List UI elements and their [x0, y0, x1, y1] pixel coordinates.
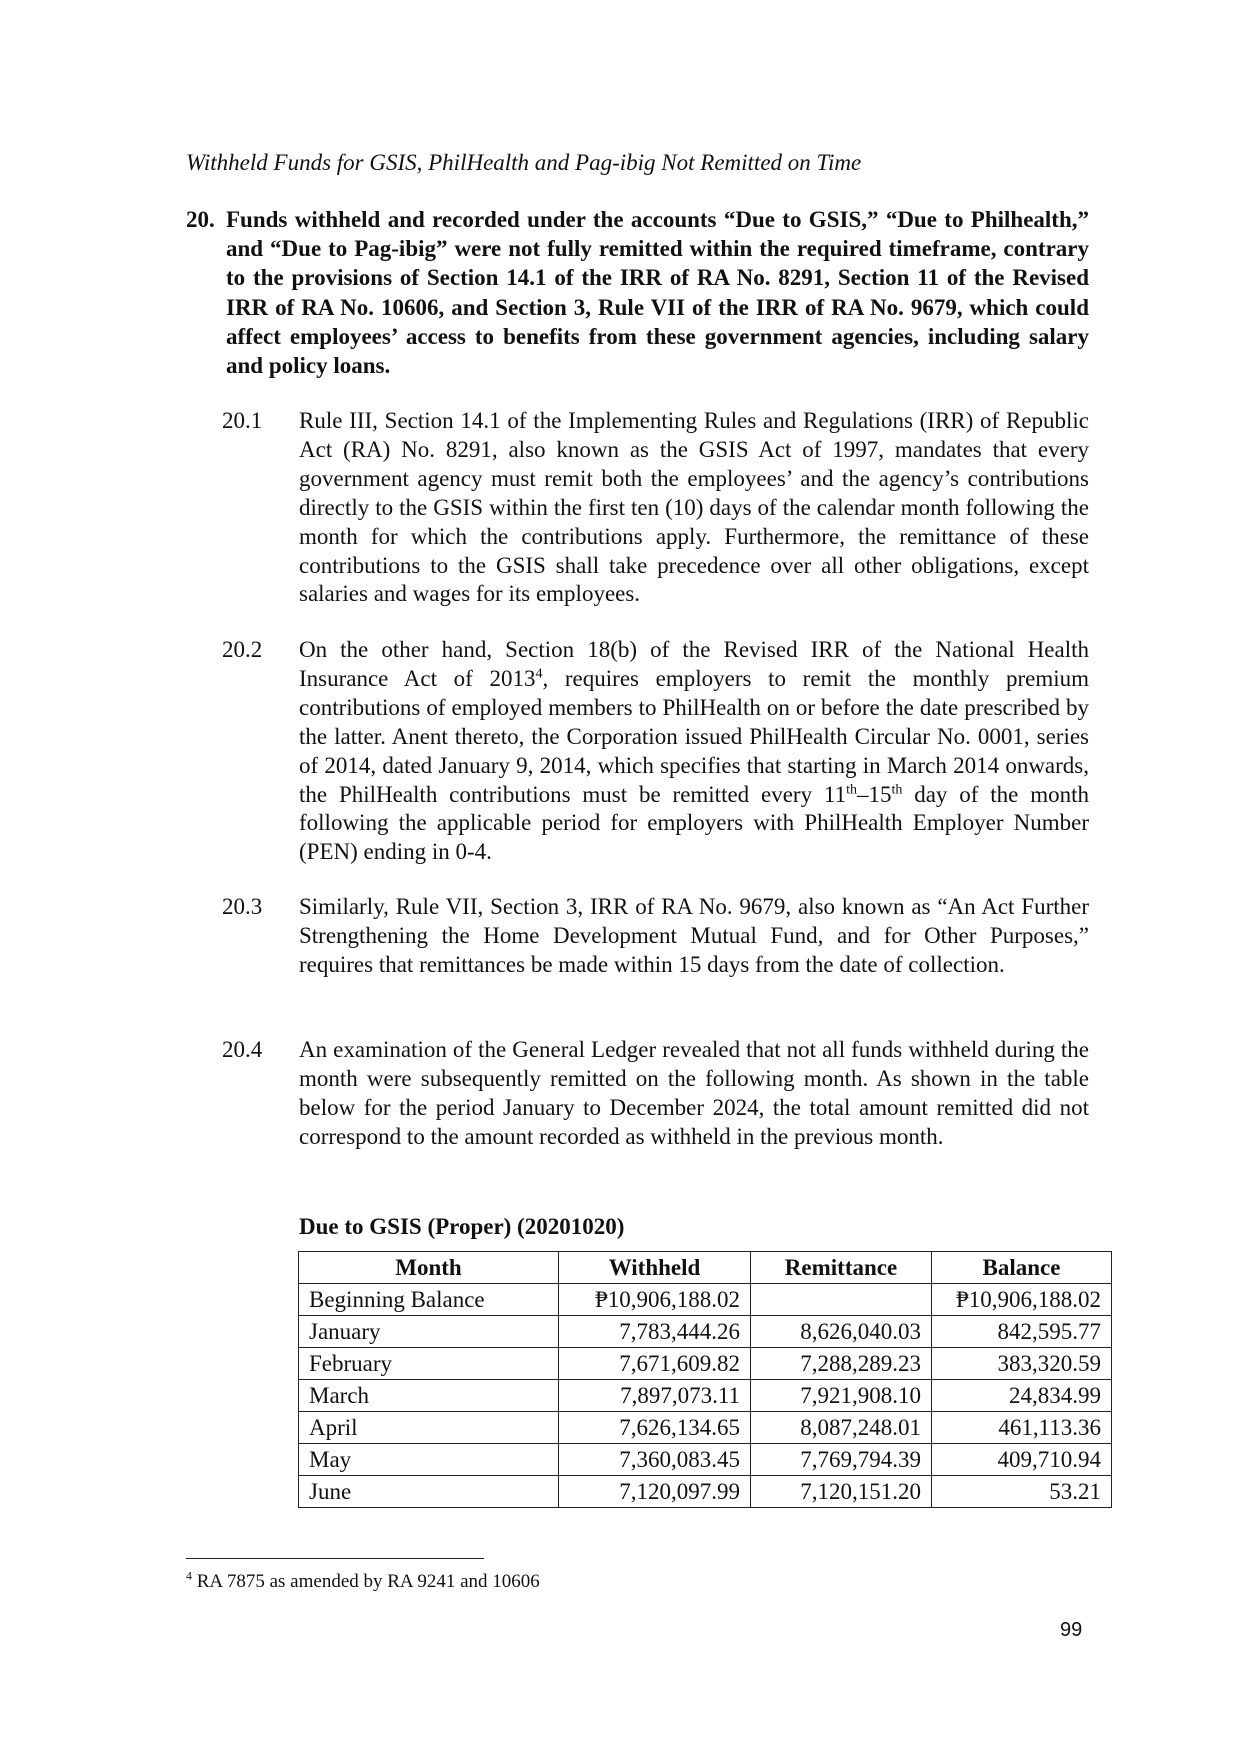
paragraph-number: 20.2	[222, 637, 263, 662]
footnote-text: RA 7875 as amended by RA 9241 and 10606	[192, 1571, 540, 1592]
cell-remittance: 7,120,151.20	[751, 1476, 932, 1508]
footnote	[186, 1570, 540, 1594]
cell-balance: 842,595.77	[932, 1316, 1112, 1348]
paragraph-text: An examination of the General Ledger revealed that not all funds withheld during the month were subsequently remitted on the following month. As shown in the table below for the period January to December 2024, the total amount remitted did not correspond to the amount recorded as withheld in the previous month.	[299, 1037, 1089, 1149]
footnote-marker: 4	[186, 1568, 192, 1583]
table-row	[299, 1476, 1112, 1508]
table-row	[299, 1380, 1112, 1412]
paragraph-20-3	[222, 893, 1089, 980]
cell-withheld: 7,897,073.11	[559, 1380, 751, 1412]
paragraph-20-2	[222, 636, 1089, 867]
table-header-row	[299, 1252, 1112, 1284]
cell-remittance: 7,769,794.39	[751, 1444, 932, 1476]
cell-remittance	[751, 1284, 932, 1316]
cell-balance: ₱10,906,188.02	[932, 1284, 1112, 1316]
ordinal-suffix: th	[846, 781, 857, 797]
page-number: 99	[1060, 1619, 1083, 1641]
finding-number: 20.	[186, 207, 215, 232]
cell-withheld: 7,671,609.82	[559, 1348, 751, 1380]
cell-month: April	[299, 1412, 559, 1444]
paragraph-text: Similarly, Rule VII, Section 3, IRR of RA No. 9679, also known as “An Act Further Strengthening the Home Development Mutual Fund, and for Other Purposes,” requires that remittances be made within 15 days from the date of collection.	[299, 894, 1089, 977]
table-row	[299, 1348, 1112, 1380]
finding-20	[186, 205, 1089, 380]
paragraph-text-part: On the other hand, Section 18(b) of the Revised IRR of the National Health Insurance Act of 2013	[299, 637, 1089, 691]
cell-remittance: 8,626,040.03	[751, 1316, 932, 1348]
footnote-reference: 4	[535, 666, 543, 682]
section-heading: Withheld Funds for GSIS, PhilHealth and Pag-ibig Not Remitted on Time	[186, 150, 862, 175]
paragraph-20-1	[222, 407, 1089, 609]
footnote-divider	[186, 1558, 484, 1559]
cell-balance: 409,710.94	[932, 1444, 1112, 1476]
cell-withheld: 7,626,134.65	[559, 1412, 751, 1444]
cell-month: June	[299, 1476, 559, 1508]
cell-balance: 53.21	[932, 1476, 1112, 1508]
cell-balance: 383,320.59	[932, 1348, 1112, 1380]
cell-remittance: 7,288,289.23	[751, 1348, 932, 1380]
gsis-ledger-table	[298, 1251, 1112, 1508]
paragraph-20-4	[222, 1036, 1089, 1152]
table-row	[299, 1284, 1112, 1316]
paragraph-text: Rule III, Section 14.1 of the Implementing Rules and Regulations (IRR) of Republic Act (RA) No. 8291, also known as the GSIS Act of 1997, mandates that every government agency must remit both the employees’ and the agency’s contributions directly to the GSIS within the first ten (10) days of the calendar month following the month for which the contributions apply. Furthermore, the remittance of these contributions to the GSIS shall take precedence over all other obligations, except salaries and wages for its employees.	[299, 408, 1089, 607]
cell-month: January	[299, 1316, 559, 1348]
header-remittance: Remittance	[751, 1252, 932, 1284]
paragraph-number: 20.3	[222, 894, 263, 919]
cell-month: March	[299, 1380, 559, 1412]
cell-withheld: ₱10,906,188.02	[559, 1284, 751, 1316]
cell-remittance: 7,921,908.10	[751, 1380, 932, 1412]
cell-balance: 24,834.99	[932, 1380, 1112, 1412]
ordinal-suffix: th	[891, 781, 903, 797]
table-title: Due to GSIS (Proper) (20201020)	[299, 1214, 625, 1239]
cell-remittance: 8,087,248.01	[751, 1412, 932, 1444]
table-row	[299, 1444, 1112, 1476]
cell-withheld: 7,120,097.99	[559, 1476, 751, 1508]
header-withheld: Withheld	[559, 1252, 751, 1284]
paragraph-text	[299, 636, 1089, 867]
paragraph-text-part: day of the month following the applicable period for employers with PhilHealth Employer Number (PEN) ending in 0-4.	[299, 781, 1090, 865]
cell-month: May	[299, 1444, 559, 1476]
paragraph-text-part: , requires employers to remit the monthly premium contributions of employed members to PhilHealth on or before the date prescribed by the latter. Anent thereto, the Corporation issued PhilHealth Circular No. 0001, series of 2014, dated January 9, 2014, which specifies that starting in March 2014 onwards, the PhilHealth contributions must be remitted every 11	[299, 665, 1089, 807]
cell-withheld: 7,360,083.45	[559, 1444, 751, 1476]
paragraph-text-part: –15	[856, 781, 892, 807]
finding-text: Funds withheld and recorded under the accounts “Due to GSIS,” “Due to Philhealth,” and “Due to Pag-ibig” were not fully remitted within the required timeframe, contrary to the provisions of Section 14.1 of the IRR of RA No. 8291, Section 11 of the Revised IRR of RA No. 10606, and Section 3, Rule VII of the IRR of RA No. 9679, which could affect employees’ access to benefits from these government agencies, including salary and policy loans.	[226, 207, 1089, 379]
cell-withheld: 7,783,444.26	[559, 1316, 751, 1348]
paragraph-number: 20.1	[222, 408, 263, 433]
table-row	[299, 1412, 1112, 1444]
cell-balance: 461,113.36	[932, 1412, 1112, 1444]
table-row	[299, 1316, 1112, 1348]
header-month: Month	[299, 1252, 559, 1284]
cell-month: February	[299, 1348, 559, 1380]
paragraph-number: 20.4	[222, 1037, 263, 1062]
header-balance: Balance	[932, 1252, 1112, 1284]
cell-month: Beginning Balance	[299, 1284, 559, 1316]
